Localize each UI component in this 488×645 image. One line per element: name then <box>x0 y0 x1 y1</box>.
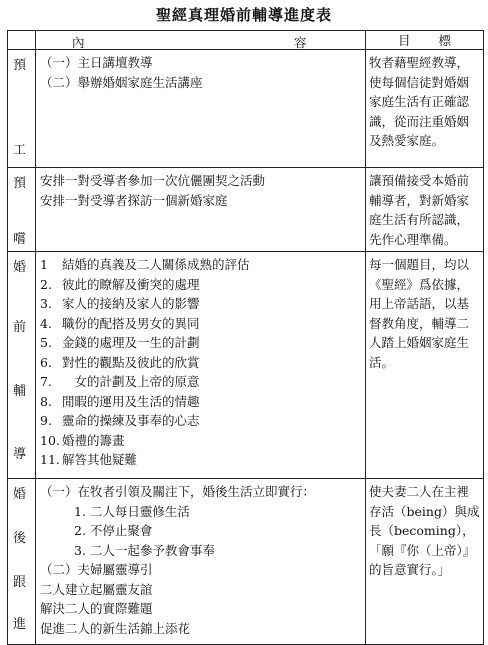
topic-item <box>40 431 365 451</box>
topic-item <box>40 411 365 431</box>
topic-item <box>40 314 365 334</box>
topic-item <box>40 294 365 314</box>
content-line: 二人建立起屬靈友誼 <box>40 581 153 597</box>
content-header-right: 容 <box>294 35 307 50</box>
stage-cell <box>8 50 36 168</box>
topic-item <box>40 372 365 392</box>
stage-char: 嚐 <box>13 232 27 247</box>
topic-text: 金錢的處理及一生的計劃 <box>62 335 200 350</box>
content-line: 2. 不停止聚會 <box>74 523 153 538</box>
table-header-row <box>8 31 484 50</box>
stage-char: 預 <box>13 176 27 191</box>
document-title: 聖經真理婚前輔導進度表 <box>155 6 332 24</box>
topic-text: 結婚的真義及二人關係成熟的評估 <box>62 257 250 272</box>
topic-item <box>40 353 365 373</box>
goal-header-cell: 目標 <box>366 31 484 50</box>
content-line: 1. 二人每日靈修生活 <box>74 503 190 519</box>
table-row <box>8 50 484 168</box>
goal-cell <box>366 168 484 252</box>
topic-number: 10. <box>40 432 60 448</box>
stage-cell <box>8 168 36 252</box>
content-line: 3. 二人一起參予教會事奉 <box>74 542 215 558</box>
content-line: （一）主日講壇教導 <box>40 55 153 70</box>
content-line: 安排一對受導者參加一次伉儷團契之活動 <box>40 173 266 188</box>
topic-text: 彼此的瞭解及衝突的處理 <box>62 276 200 292</box>
stage-char: 進 <box>13 617 27 632</box>
topic-item <box>40 392 365 412</box>
topic-text: 對性的觀點及彼此的欣賞 <box>62 354 200 370</box>
content-cell <box>36 252 366 479</box>
topic-number: 7. <box>40 374 52 389</box>
stage-char: 前 <box>13 320 27 335</box>
stage-char: 婚 <box>13 487 27 502</box>
topic-number: 8. <box>40 393 52 409</box>
content-line: （一）在牧者引領及關注下，婚後生活立即實行： <box>40 484 316 499</box>
goal-cell <box>366 50 484 168</box>
goal-text: 牧者藉聖經教導，使每個信徒對婚姻家庭生活有正確認識，從而注重婚姻及熱愛家庭。 <box>369 55 470 148</box>
goal-text: 每一個題目，均以《聖經》爲依據，用上帝話語，以基督教角度，輔導二人踏上婚姻家庭生活。 <box>369 257 470 370</box>
content-line: （二）舉辦婚姻家庭生活講座 <box>40 74 203 90</box>
topic-number: 5. <box>40 335 52 350</box>
topic-number: 4. <box>40 315 52 331</box>
topic-text: 職份的配搭及男女的異同 <box>62 315 200 331</box>
topic-text: 婚禮的籌畫 <box>62 432 125 448</box>
stage-cell <box>8 479 36 645</box>
topic-number: 11. <box>40 452 60 467</box>
topic-text: 家人的接納及家人的影響 <box>62 296 200 311</box>
content-header-left: 內 <box>72 35 85 50</box>
stage-char: 導 <box>13 447 27 462</box>
table-row <box>8 479 484 645</box>
topic-item <box>40 450 365 470</box>
content-line: 安排一對受導者探訪一個新婚家庭 <box>40 192 228 208</box>
topic-number: 1 <box>40 257 48 272</box>
topic-text: 靈命的操練及事奉的心志 <box>62 413 200 428</box>
content-cell <box>36 168 366 252</box>
content-line: 促進二人的新生活錦上添花 <box>40 620 191 636</box>
stage-char: 後 <box>13 531 27 546</box>
content-cell <box>36 479 366 645</box>
goal-text: 讓預備接受本婚前輔導者，對新婚家庭生活有所認識，先作心理準備。 <box>369 173 470 247</box>
stage-char: 跟 <box>13 575 27 590</box>
topic-text: 閒暇的運用及生活的情趣 <box>62 393 200 409</box>
stage-char: 工 <box>13 143 27 158</box>
stage-char: 預 <box>13 58 27 73</box>
topic-number: 3. <box>40 296 52 311</box>
content-cell <box>36 50 366 168</box>
table-row <box>8 168 484 252</box>
topic-number: 2. <box>40 276 52 292</box>
goal-cell <box>366 252 484 479</box>
content-line: 解決二人的實際難題 <box>40 601 153 616</box>
stage-char: 婚 <box>13 260 27 275</box>
content-header-cell <box>36 31 366 50</box>
goal-text: 使夫妻二人在主裡存活（being）與成長（becoming），「願『你（上帝）』的旨意實行。」 <box>369 484 480 577</box>
topic-item <box>40 333 365 353</box>
topic-item <box>40 255 365 275</box>
table-row <box>8 252 484 479</box>
topic-item <box>40 275 365 295</box>
topic-number: 6. <box>40 354 52 370</box>
schedule-table <box>7 30 484 645</box>
content-line: （二）夫婦屬靈導引 <box>40 562 153 577</box>
topic-number: 9. <box>40 413 52 428</box>
topic-text: 解答其他疑難 <box>62 452 138 467</box>
goal-cell <box>366 479 484 645</box>
stage-header-cell <box>8 31 36 50</box>
topic-text: 女的計劃及上帝的原意 <box>62 374 200 389</box>
stage-char: 輔 <box>13 384 27 399</box>
stage-cell <box>8 252 36 479</box>
topic-list <box>36 252 365 470</box>
